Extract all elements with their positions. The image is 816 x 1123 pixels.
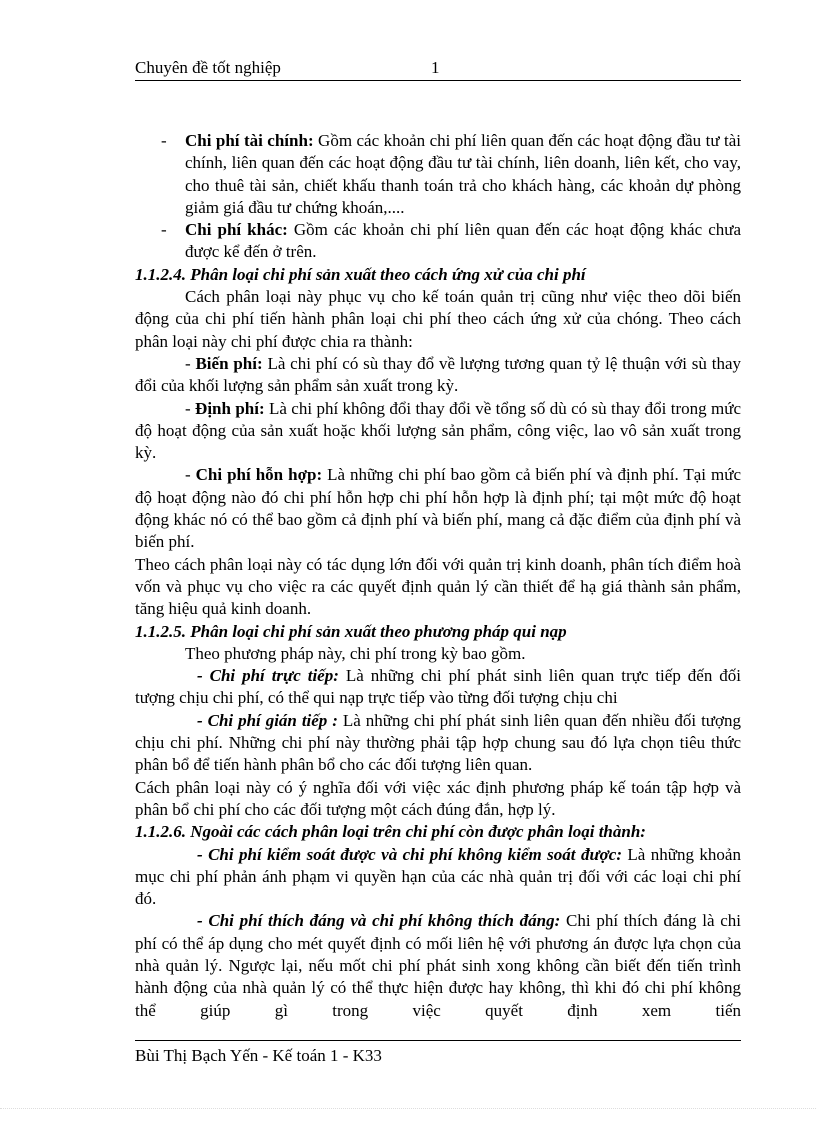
term-chi-phi-thich-dang: - Chi phí thích đáng và chi phí không thích đáng: xyxy=(197,911,561,931)
paragraph-text: Gồm các khoản chi phí liên quan đến các hoạt động khác chưa được kể đến ở trên. xyxy=(185,220,742,262)
term-chi-phi-truc-tiep: - Chi phí trực tiếp: xyxy=(197,666,339,686)
paragraph-text: Là những chi phí phát sinh liên quan đến nhiều đối tượng chịu chi phí. Những chi phí này thường phải tập hợp chung sau đó lựa chọn tiêu thức phân bổ để tiến hành phân bổ cho các đối tượng liên quan. xyxy=(135,710,742,775)
paragraph-chi-phi-kiem-soat xyxy=(135,844,741,911)
bullet-chi-phi-tai-chinh xyxy=(135,130,741,219)
page-footer xyxy=(135,1040,741,1066)
paragraph: Theo cách phân loại này có tác dụng lớn đối với quản trị kinh doanh, phân tích điểm hoà vốn và phục vụ cho việc ra các quyết định quản lý cần thiết để hạ giá thành sản phẩm, tăng hiệu quả kinh doanh. xyxy=(135,554,741,619)
paragraph: Cách phân loại này phục vụ cho kế toán quản trị cũng như việc theo dõi biến động của chi phí tiến hành phân loại chi phí theo cách ứng xử của chóng. Theo cách phân loại này chi phí được chia ra thành: xyxy=(135,287,741,351)
paragraph-chi-phi-thich-dang xyxy=(135,910,741,1021)
term-chi-phi-khac: Chi phí khác: xyxy=(185,220,288,240)
section-heading-1-1-2-4: 1.1.2.4. Phân loại chi phí sản xuất theo cách ứng xử của chi phí xyxy=(135,264,586,284)
page-header xyxy=(135,58,741,81)
term-chi-phi-gian-tiep: - Chi phí gián tiếp : xyxy=(197,710,338,730)
paragraph-text: Chi phí thích đáng là chi phí có thể áp dụng cho mét quyết định có mối liên hệ với phương án được lựa chọn của nhà quản lý. Ngược lại, nếu mốt chi phí phát sinh xong không cần biết đến tiến trình hành động của nhà quản lý có thể thực hiện được hay không, thì khi đó chi phí không thể giúp gì trong việc quyết định xem tiến xyxy=(135,911,742,1020)
term-dinh-phi: Định phí: xyxy=(195,398,265,418)
section-heading-1-1-2-6: 1.1.2.6. Ngoài các cách phân loại trên chi phí còn được phân loại thành: xyxy=(135,822,646,842)
bullet-dash: - xyxy=(161,131,167,150)
paragraph-chi-phi-hon-hop xyxy=(135,464,741,553)
paragraph-dinh-phi xyxy=(135,398,741,465)
document-body xyxy=(135,130,741,1022)
paragraph-text: Là những chi phí phát sinh liên quan trực tiếp đến đối tượng chịu chi phí, có thể qui nạp trực tiếp vào từng đối tượng chịu chi xyxy=(135,666,741,708)
paragraph-text: Gồm các khoản chi phí liên quan đến các hoạt động đầu tư tài chính, liên quan đến các hoạt động đầu tư tài chính, liên doanh, liên kết, cho vay, cho thuê tài sản, chiết khấu thanh toán trả cho khách hàng, các khoản dự phòng giảm giá đầu tư chứng khoán,.... xyxy=(185,131,741,217)
page-number: 1 xyxy=(431,58,440,77)
footer-author: Bùi Thị Bạch Yến - Kế toán 1 - K33 xyxy=(135,1046,382,1065)
paragraph-text: Là những khoản mục chi phí phản ánh phạm vi quyền hạn của các nhà quản trị đối với các loại chi phí đó. xyxy=(135,844,741,909)
bullet-dash: - xyxy=(161,220,167,240)
paragraph-text: Là những chi phí bao gồm cả biến phí và định phí. Tại mức độ hoạt động nào đó chi phí hỗn hợp chi phí hỗn hợp là định phí; tại một mức độ hoạt động khác nó có thể bao gồm cả định phí và biến phí, mang cả đặc điểm của định phí và biến phí. xyxy=(135,465,741,552)
paragraph: Cách phân loại này có ý nghĩa đối với việc xác định phương pháp kế toán tập hợp và phân bổ chi phí cho các đối tượng một cách đúng đắn, hợp lý. xyxy=(135,777,741,819)
paragraph-bien-phi xyxy=(135,353,741,398)
term-bien-phi: Biến phí: xyxy=(195,353,263,373)
term-chi-phi-hon-hop: Chi phí hỗn hợp: xyxy=(195,465,323,485)
paragraph: Theo phương pháp này, chi phí trong kỳ bao gồm. xyxy=(185,643,526,663)
term-chi-phi-tai-chinh: Chi phí tài chính: xyxy=(185,131,314,150)
dash-prefix: - xyxy=(185,465,196,485)
dash-prefix: - xyxy=(185,353,196,373)
paragraph-text: Là chi phí không đổi thay đổi về tổng số dù có sù thay đổi trong mức độ hoạt động của sản xuất hoặc khối lượng sản phẩm, công việc, lao vô sản xuất trong kỳ. xyxy=(135,398,741,463)
header-title: Chuyên đề tốt nghiệp xyxy=(135,58,281,77)
paragraph-chi-phi-truc-tiep xyxy=(135,665,741,710)
section-heading-1-1-2-5: 1.1.2.5. Phân loại chi phí sản xuất theo phương pháp qui nạp xyxy=(135,621,567,641)
page-bottom-edge xyxy=(0,1108,816,1109)
dash-prefix: - xyxy=(185,398,196,418)
paragraph-chi-phi-gian-tiep xyxy=(135,710,741,777)
paragraph-text: Là chi phí có sù thay đổ về lượng tương quan tỷ lệ thuận với sù thay đổi của khối lượng sản phẩm sản xuất trong kỳ. xyxy=(135,353,741,396)
term-chi-phi-kiem-soat: - Chi phí kiểm soát được và chi phí không kiểm soát được: xyxy=(197,844,622,864)
bullet-chi-phi-khac xyxy=(135,219,741,264)
